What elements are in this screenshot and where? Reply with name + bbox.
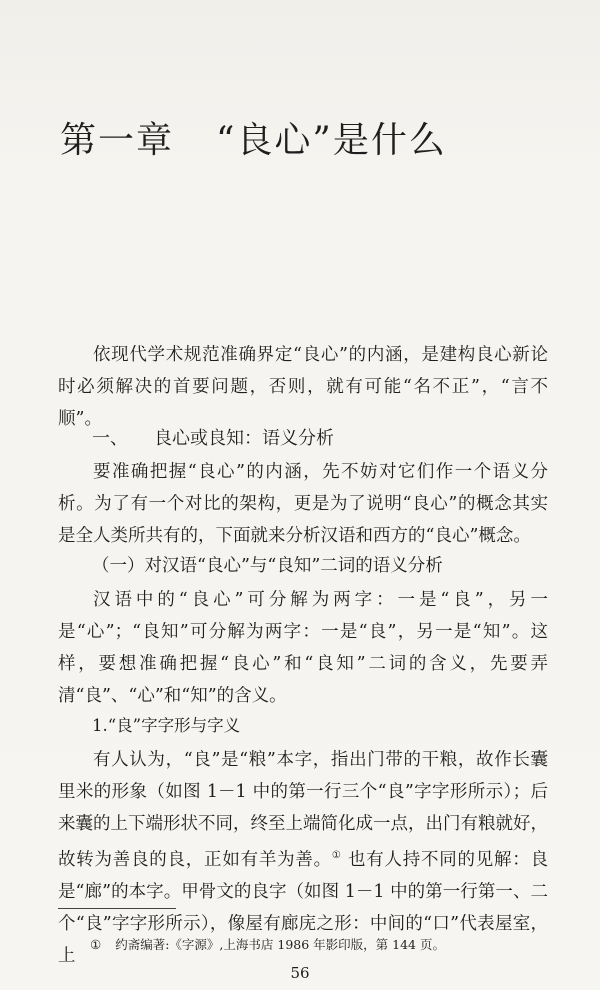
section-number: 一、 <box>92 428 128 449</box>
paragraph-3-part-a: 有人认为，“良”是“粮”本字，指出门带的干粮，故作长囊里米的形象（如图 1－1 中的第一行三个“良”字字形所示）；后来囊的上下端形状不同，终至上端简化成一点，出门有粮就好，故转为善良的良，正如有羊为善。 <box>58 750 548 870</box>
section-title: 良心或良知：语义分析 <box>154 428 334 449</box>
intro-paragraph: 依现代学术规范准确界定“良心”的内涵，是建构良心新论时必须解决的首要问题，否则，就有可能“名不正”，“言不顺”。 <box>58 345 548 429</box>
page-number: 56 <box>290 964 310 982</box>
subsubsection-heading: 1.“良”字字形与字义 <box>92 716 241 735</box>
chapter-number: 第一章 <box>60 120 175 161</box>
intro-paragraph-block <box>58 339 548 435</box>
section-heading <box>92 424 334 450</box>
paragraph-1-block <box>58 456 548 552</box>
chapter-name: “良心”是什么 <box>216 120 447 161</box>
paragraph-3-part-b: 也有人持不同的见解：良是“廊”的本字。甲骨文的良字（如图 1－1 中的第一行第一、二个“良”字字形所示），像屋有廊庑之形：中间的“口”代表屋室，上 <box>58 849 549 966</box>
footnote-text: 约斋编著:《字源》,上海书店 1986 年影印版，第 144 页。 <box>115 937 445 952</box>
chapter-title <box>60 112 447 163</box>
paragraph-2-block <box>58 584 548 712</box>
subsection-heading: （一）对汉语“良心”与“良知”二词的语义分析 <box>92 556 443 576</box>
footnote-divider <box>58 908 176 909</box>
footnote-marker: ① <box>90 937 102 952</box>
footnote-reference: ① <box>331 850 342 861</box>
paragraph-2: 汉语中的“良心”可分解为两字：一是“良”，另一是“心”；“良知”可分解为两字：一是“良”，另一是“知”。这样，要想准确把握“良心”和“良知”二词的含义，先要弄清“良”、“心”和“知”的含义。 <box>58 590 548 706</box>
paragraph-1: 要准确把握“良心”的内涵，先不妨对它们作一个语义分析。为了有一个对比的架构，更是为了说明“良心”的概念其实是全人类所共有的，下面就来分析汉语和西方的“良心”概念。 <box>58 462 548 546</box>
footnote <box>90 935 445 953</box>
